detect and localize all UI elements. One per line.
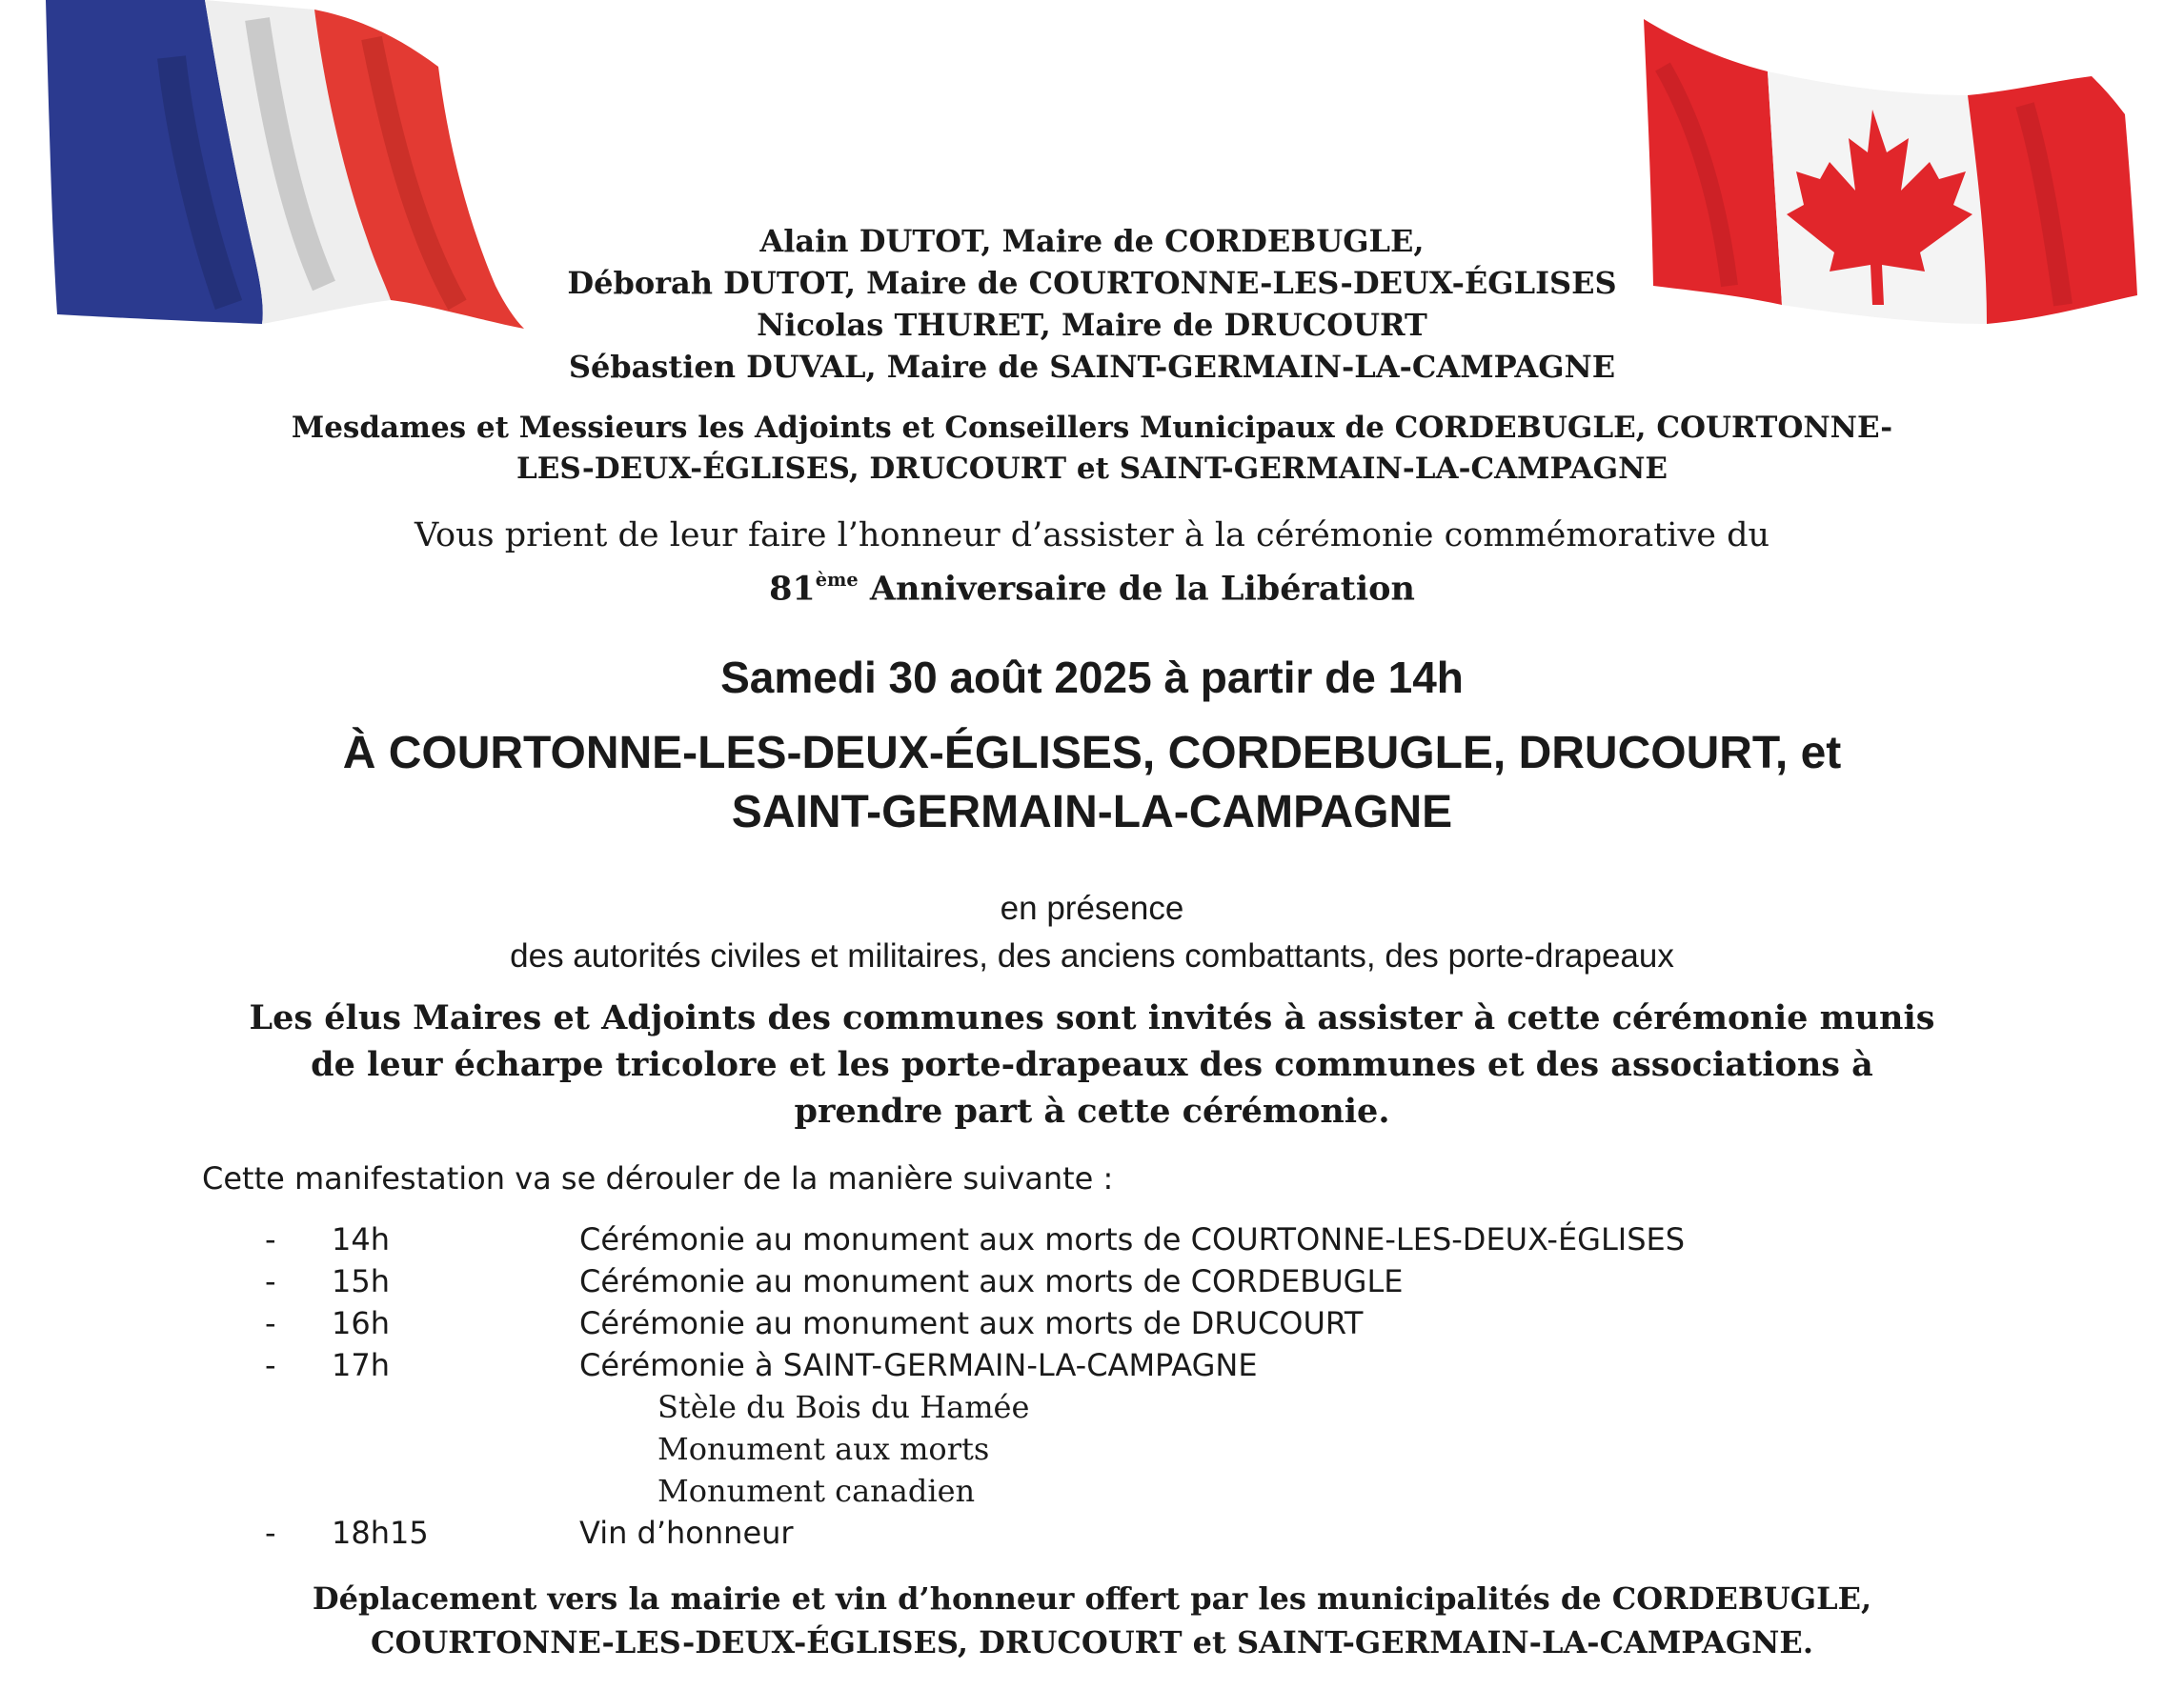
councils-line-1: Mesdames et Messieurs les Adjoints et Conseillers Municipaux de CORDEBUGLE, COURTONNE- <box>291 411 1893 445</box>
schedule-label: Cérémonie à SAINT-GERMAIN-LA-CAMPAGNE <box>579 1347 1258 1383</box>
schedule-label: Cérémonie au monument aux morts de CORDEBUGLE <box>579 1263 1404 1299</box>
anniversary-suffix: ème <box>815 569 859 591</box>
schedule-time: 17h <box>332 1347 390 1383</box>
event-places-line-2: SAINT-GERMAIN-LA-CAMPAGNE <box>731 787 1453 837</box>
elus-line-2: de leur écharpe tricolore et les porte-drapeaux des communes et des associations à <box>311 1045 1873 1084</box>
councils-line-2: LES-DEUX-ÉGLISES, DRUCOURT et SAINT-GERMAIN-LA-CAMPAGNE <box>516 452 1668 486</box>
mayor-line-1: Alain DUTOT, Maire de CORDEBUGLE, <box>759 223 1425 259</box>
presence-line-2: des autorités civiles et militaires, des anciens combattants, des porte-drapeaux <box>510 937 1674 975</box>
mayor-line-3: Nicolas THURET, Maire de DRUCOURT <box>757 307 1427 343</box>
footer-line-2: COURTONNE-LES-DEUX-ÉGLISES, DRUCOURT et SAINT-GERMAIN-LA-CAMPAGNE. <box>371 1624 1813 1660</box>
schedule-subitem: Monument canadien <box>657 1473 976 1509</box>
event-places-line-1: À COURTONNE-LES-DEUX-ÉGLISES, CORDEBUGLE, DRUCOURT, et <box>342 728 1842 778</box>
list-dash: - <box>265 1305 276 1341</box>
list-dash: - <box>265 1515 276 1551</box>
schedule-subitem: Stèle du Bois du Hamée <box>657 1389 1030 1425</box>
elus-line-1: Les élus Maires et Adjoints des communes sont invités à assister à cette cérémonie munis <box>249 998 1935 1037</box>
schedule-time: 16h <box>332 1305 390 1341</box>
list-dash: - <box>265 1263 276 1299</box>
invitation-line: Vous prient de leur faire l’honneur d’assister à la cérémonie commémorative du <box>414 516 1770 554</box>
mayor-line-2: Déborah DUTOT, Maire de COURTONNE-LES-DEUX-ÉGLISES <box>567 265 1617 301</box>
anniversary-line <box>0 557 2184 612</box>
elus-line-3: prendre part à cette cérémonie. <box>794 1092 1390 1131</box>
schedule-label: Cérémonie au monument aux morts de COURTONNE-LES-DEUX-ÉGLISES <box>579 1221 1686 1257</box>
schedule-subitem: Monument aux morts <box>657 1431 990 1467</box>
schedule-time: 15h <box>332 1263 390 1299</box>
event-date: Samedi 30 août 2025 à partir de 14h <box>720 653 1464 702</box>
anniversary-number: 81 <box>769 569 816 609</box>
schedule-time: 14h <box>332 1221 390 1257</box>
presence-line-1: en présence <box>1000 890 1184 927</box>
mayor-line-4: Sébastien DUVAL, Maire de SAINT-GERMAIN-LA-CAMPAGNE <box>568 349 1616 385</box>
list-dash: - <box>265 1221 276 1257</box>
footer-line-1: Déplacement vers la mairie et vin d’honneur offert par les municipalités de CORDEBUGLE, <box>312 1580 1872 1617</box>
schedule-time: 18h15 <box>332 1515 429 1551</box>
schedule-label: Cérémonie au monument aux morts de DRUCOURT <box>579 1305 1364 1341</box>
schedule-intro: Cette manifestation va se dérouler de la manière suivante : <box>202 1160 1114 1197</box>
schedule-label: Vin d’honneur <box>579 1515 794 1551</box>
anniversary-text: Anniversaire de la Libération <box>858 569 1415 609</box>
list-dash: - <box>265 1347 276 1383</box>
